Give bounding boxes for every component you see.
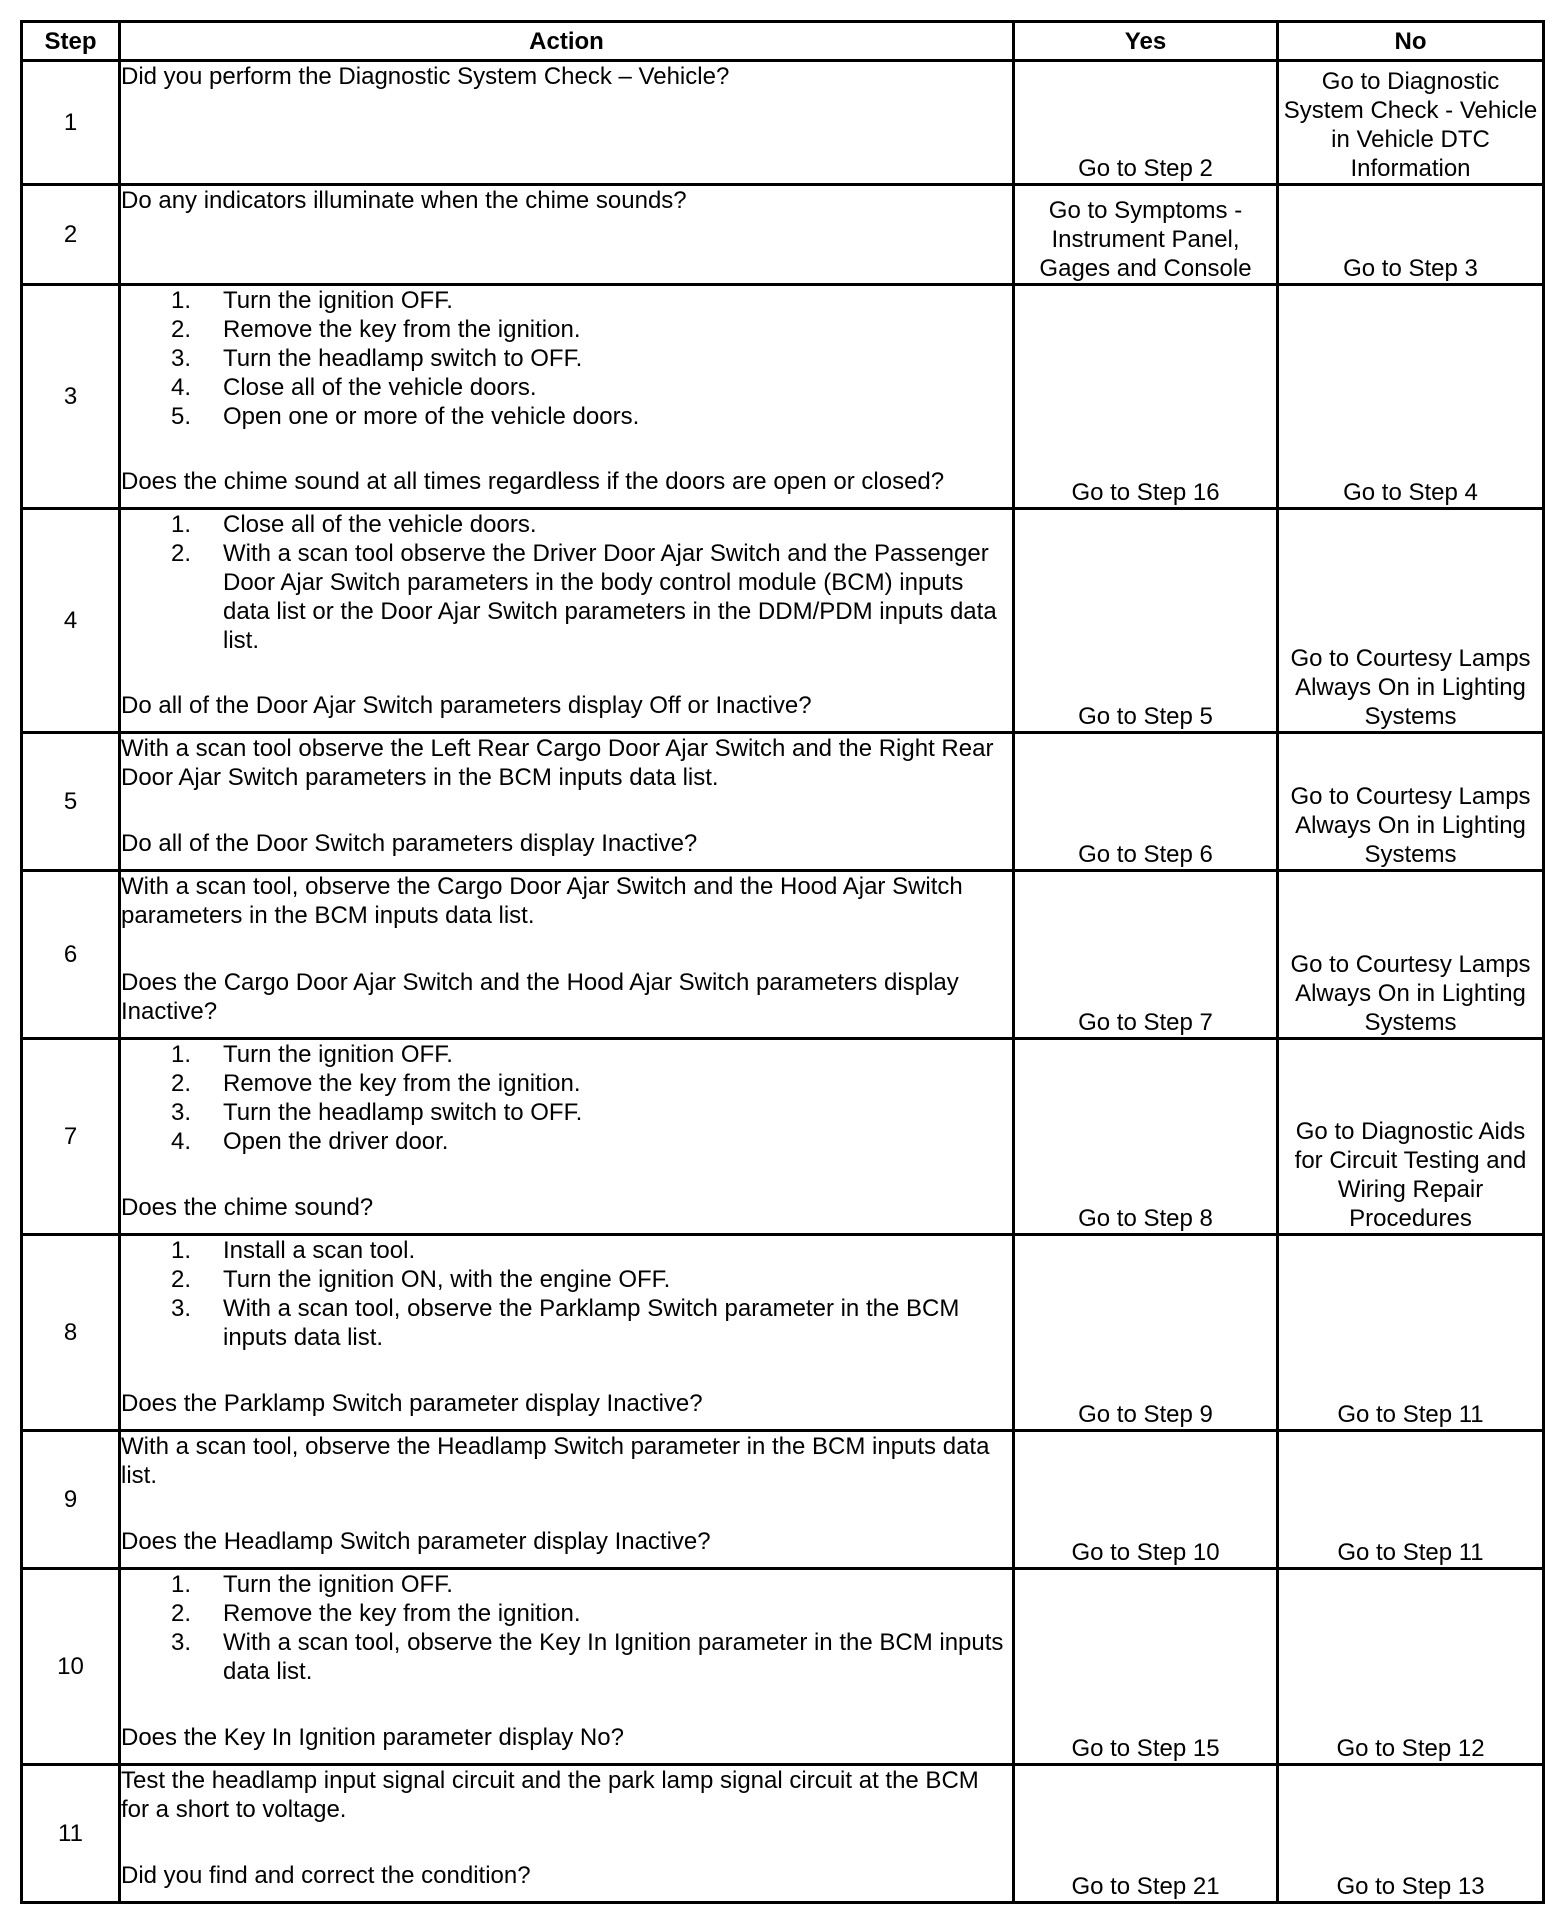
step-number: 3 bbox=[22, 285, 120, 509]
action-cell bbox=[120, 871, 1014, 1039]
yes-result: Go to Step 10 bbox=[1014, 1431, 1278, 1569]
instruction-item bbox=[121, 539, 1012, 655]
instruction-text: Turn the headlamp switch to OFF. bbox=[223, 345, 583, 372]
action-content bbox=[121, 872, 1012, 1026]
instruction-text: Turn the ignition OFF. bbox=[223, 1041, 453, 1068]
action-content bbox=[121, 1570, 1012, 1752]
instruction-number: 1. bbox=[171, 511, 192, 538]
yes-result: Go to Step 21 bbox=[1014, 1765, 1278, 1903]
diagnostic-table bbox=[20, 20, 1545, 1904]
instruction-item bbox=[121, 1570, 1012, 1599]
instruction-number: 3. bbox=[171, 345, 192, 372]
instruction-number: 1. bbox=[171, 287, 192, 314]
instruction-item bbox=[121, 1265, 1012, 1294]
yes-result: Go to Step 16 bbox=[1014, 285, 1278, 509]
instruction-number: 2. bbox=[171, 316, 192, 343]
table-row bbox=[22, 1431, 1544, 1569]
action-instructions bbox=[121, 734, 1012, 792]
action-instructions bbox=[121, 1040, 1012, 1156]
action-content bbox=[121, 286, 1012, 496]
instruction-text: Remove the key from the ignition. bbox=[223, 316, 581, 343]
action-question: Did you find and correct the condition? bbox=[121, 1862, 531, 1889]
action-instructions bbox=[121, 872, 1012, 930]
no-result: Go to Courtesy Lamps Always On in Lighting Systems bbox=[1278, 733, 1544, 871]
header-yes: Yes bbox=[1014, 22, 1278, 61]
instruction-number: 3. bbox=[171, 1629, 192, 1656]
step-number: 2 bbox=[22, 185, 120, 285]
instruction-list bbox=[121, 510, 1012, 655]
instruction-item bbox=[121, 1599, 1012, 1628]
instruction-text: Remove the key from the ignition. bbox=[223, 1600, 581, 1627]
instruction-text: Close all of the vehicle doors. bbox=[223, 374, 537, 401]
table-row bbox=[22, 871, 1544, 1039]
no-result: Go to Diagnostic System Check - Vehicle in Vehicle DTC Information bbox=[1278, 61, 1544, 185]
step-number: 7 bbox=[22, 1039, 120, 1235]
table-row bbox=[22, 733, 1544, 871]
instruction-text: With a scan tool, observe the Key In Ignition parameter in the BCM inputs data list. bbox=[223, 1629, 1004, 1685]
action-question: Does the Key In Ignition parameter display No? bbox=[121, 1724, 624, 1751]
action-instructions bbox=[121, 286, 1012, 431]
instruction-item bbox=[121, 510, 1012, 539]
action-content bbox=[121, 510, 1012, 720]
step-number: 5 bbox=[22, 733, 120, 871]
instruction-item bbox=[121, 315, 1012, 344]
action-question: Does the Cargo Door Ajar Switch and the Hood Ajar Switch parameters display Inactive? bbox=[121, 969, 959, 1025]
action-instructions bbox=[121, 1766, 1012, 1824]
instruction-text: Remove the key from the ignition. bbox=[223, 1070, 581, 1097]
yes-result: Go to Step 9 bbox=[1014, 1235, 1278, 1431]
action-content bbox=[121, 1766, 1012, 1890]
instruction-list bbox=[121, 1236, 1012, 1352]
instruction-text: Turn the headlamp switch to OFF. bbox=[223, 1099, 583, 1126]
action-cell bbox=[120, 1765, 1014, 1903]
instruction-number: 2. bbox=[171, 1600, 192, 1627]
no-result: Go to Courtesy Lamps Always On in Lighting Systems bbox=[1278, 509, 1544, 733]
step-number: 10 bbox=[22, 1569, 120, 1765]
no-result: Go to Step 13 bbox=[1278, 1765, 1544, 1903]
instruction-number: 4. bbox=[171, 374, 192, 401]
yes-result: Go to Step 6 bbox=[1014, 733, 1278, 871]
instruction-number: 3. bbox=[171, 1295, 192, 1322]
table-row bbox=[22, 285, 1544, 509]
action-question: Do all of the Door Ajar Switch parameters display Off or Inactive? bbox=[121, 692, 812, 719]
instruction-number: 5. bbox=[171, 403, 192, 430]
instruction-text: Turn the ignition ON, with the engine OFF. bbox=[223, 1266, 671, 1293]
no-result: Go to Step 3 bbox=[1278, 185, 1544, 285]
action-question: Does the Parklamp Switch parameter display Inactive? bbox=[121, 1390, 703, 1417]
action-content bbox=[121, 1040, 1012, 1222]
yes-result: Go to Step 7 bbox=[1014, 871, 1278, 1039]
instruction-number: 4. bbox=[171, 1128, 192, 1155]
instruction-item bbox=[121, 1294, 1012, 1352]
action-intro: Did you perform the Diagnostic System Check – Vehicle? bbox=[121, 63, 730, 90]
no-result: Go to Step 11 bbox=[1278, 1431, 1544, 1569]
header-action: Action bbox=[120, 22, 1014, 61]
instruction-text: With a scan tool observe the Driver Door Ajar Switch and the Passenger Door Ajar Switch parameters in the body control module (BCM) inputs data list or the Door Ajar Switch parameters in the DDM/PDM inputs data list. bbox=[223, 540, 997, 654]
action-instructions bbox=[121, 186, 1012, 215]
action-cell bbox=[120, 1039, 1014, 1235]
step-number: 4 bbox=[22, 509, 120, 733]
instruction-item bbox=[121, 373, 1012, 402]
action-question: Do all of the Door Switch parameters display Inactive? bbox=[121, 830, 698, 857]
instruction-number: 3. bbox=[171, 1099, 192, 1126]
action-content bbox=[121, 62, 1012, 172]
instruction-list bbox=[121, 1040, 1012, 1156]
action-instructions bbox=[121, 1236, 1012, 1352]
instruction-item bbox=[121, 1127, 1012, 1156]
instruction-text: With a scan tool, observe the Parklamp Switch parameter in the BCM inputs data list. bbox=[223, 1295, 960, 1351]
header-step: Step bbox=[22, 22, 120, 61]
step-number: 6 bbox=[22, 871, 120, 1039]
action-cell bbox=[120, 1569, 1014, 1765]
action-content bbox=[121, 734, 1012, 858]
instruction-text: Open one or more of the vehicle doors. bbox=[223, 403, 640, 430]
instruction-number: 1. bbox=[171, 1041, 192, 1068]
header-no: No bbox=[1278, 22, 1544, 61]
header-row bbox=[22, 22, 1544, 61]
yes-result: Go to Symptoms - Instrument Panel, Gages and Console bbox=[1014, 185, 1278, 285]
instruction-item bbox=[121, 1040, 1012, 1069]
instruction-item bbox=[121, 1069, 1012, 1098]
action-content bbox=[121, 1432, 1012, 1556]
instruction-number: 2. bbox=[171, 1266, 192, 1293]
action-question: Does the chime sound at all times regardless if the doors are open or closed? bbox=[121, 468, 945, 495]
no-result: Go to Step 11 bbox=[1278, 1235, 1544, 1431]
table-row bbox=[22, 61, 1544, 185]
table-row bbox=[22, 509, 1544, 733]
no-result: Go to Step 4 bbox=[1278, 285, 1544, 509]
action-instructions bbox=[121, 1432, 1012, 1490]
action-intro: Do any indicators illuminate when the chime sounds? bbox=[121, 187, 687, 214]
instruction-list bbox=[121, 1570, 1012, 1686]
instruction-item bbox=[121, 1098, 1012, 1127]
instruction-item bbox=[121, 286, 1012, 315]
table-body bbox=[22, 61, 1544, 1903]
action-instructions bbox=[121, 1570, 1012, 1686]
table-row bbox=[22, 185, 1544, 285]
action-cell bbox=[120, 285, 1014, 509]
table-row bbox=[22, 1235, 1544, 1431]
instruction-item bbox=[121, 1236, 1012, 1265]
table-row bbox=[22, 1039, 1544, 1235]
instruction-number: 2. bbox=[171, 1070, 192, 1097]
step-number: 9 bbox=[22, 1431, 120, 1569]
step-number: 1 bbox=[22, 61, 120, 185]
action-instructions bbox=[121, 62, 1012, 91]
action-cell bbox=[120, 1431, 1014, 1569]
instruction-text: Install a scan tool. bbox=[223, 1237, 416, 1264]
instruction-item bbox=[121, 402, 1012, 431]
action-cell bbox=[120, 733, 1014, 871]
action-cell bbox=[120, 61, 1014, 185]
action-question: Does the Headlamp Switch parameter display Inactive? bbox=[121, 1528, 711, 1555]
step-number: 11 bbox=[22, 1765, 120, 1903]
action-intro: Test the headlamp input signal circuit and the park lamp signal circuit at the BCM for a short to voltage. bbox=[121, 1767, 979, 1823]
instruction-text: Open the driver door. bbox=[223, 1128, 449, 1155]
instruction-text: Close all of the vehicle doors. bbox=[223, 511, 537, 538]
yes-result: Go to Step 2 bbox=[1014, 61, 1278, 185]
action-content bbox=[121, 1236, 1012, 1418]
action-intro: With a scan tool, observe the Cargo Door Ajar Switch and the Hood Ajar Switch parameters in the BCM inputs data list. bbox=[121, 873, 963, 929]
yes-result: Go to Step 15 bbox=[1014, 1569, 1278, 1765]
action-cell bbox=[120, 1235, 1014, 1431]
action-question: Does the chime sound? bbox=[121, 1194, 374, 1221]
yes-result: Go to Step 8 bbox=[1014, 1039, 1278, 1235]
instruction-number: 2. bbox=[171, 540, 192, 567]
instruction-number: 1. bbox=[171, 1571, 192, 1598]
instruction-text: Turn the ignition OFF. bbox=[223, 287, 453, 314]
action-content bbox=[121, 186, 1012, 272]
step-number: 8 bbox=[22, 1235, 120, 1431]
instruction-text: Turn the ignition OFF. bbox=[223, 1571, 453, 1598]
no-result: Go to Courtesy Lamps Always On in Lighting Systems bbox=[1278, 871, 1544, 1039]
instruction-item bbox=[121, 1628, 1012, 1686]
no-result: Go to Diagnostic Aids for Circuit Testing and Wiring Repair Procedures bbox=[1278, 1039, 1544, 1235]
action-cell bbox=[120, 509, 1014, 733]
action-intro: With a scan tool, observe the Headlamp Switch parameter in the BCM inputs data list. bbox=[121, 1433, 990, 1489]
action-instructions bbox=[121, 510, 1012, 655]
table-row bbox=[22, 1569, 1544, 1765]
action-intro: With a scan tool observe the Left Rear Cargo Door Ajar Switch and the Right Rear Door Ajar Switch parameters in the BCM inputs data list. bbox=[121, 735, 994, 791]
instruction-number: 1. bbox=[171, 1237, 192, 1264]
no-result: Go to Step 12 bbox=[1278, 1569, 1544, 1765]
action-cell bbox=[120, 185, 1014, 285]
yes-result: Go to Step 5 bbox=[1014, 509, 1278, 733]
instruction-list bbox=[121, 286, 1012, 431]
table-row bbox=[22, 1765, 1544, 1903]
instruction-item bbox=[121, 344, 1012, 373]
